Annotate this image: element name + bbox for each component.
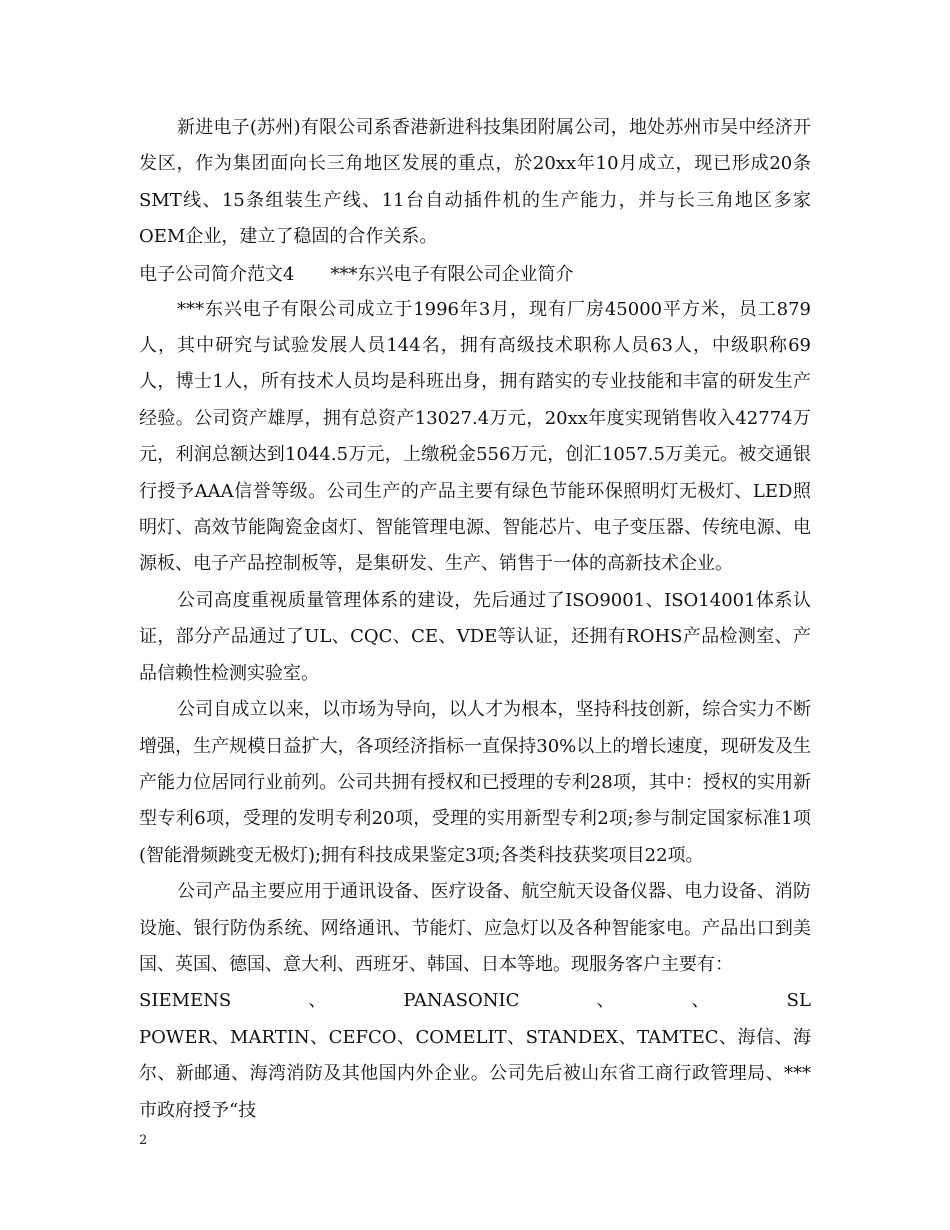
body-text xyxy=(139,110,811,1129)
client-item: PANASONIC xyxy=(403,990,520,1012)
client-separator: 、 xyxy=(596,990,615,1012)
page-number: 2 xyxy=(139,1133,148,1148)
client-item: SL xyxy=(786,990,811,1012)
clients-line xyxy=(139,983,811,1019)
paragraph-quality: 公司高度重视质量管理体系的建设，先后通过了ISO9001、ISO14001体系认证，部分产品通过了UL、CQC、CE、VDE等认证，还拥有ROHS产品检测室、产品信赖性检测实验室。 xyxy=(139,589,811,684)
paragraph-intro-xinjin: 新进电子(苏州)有限公司系香港新进科技集团附属公司，地处苏州市吴中经济开发区，作为集团面向长三角地区发展的重点，於20xx年10月成立，现已形成20条SMT线、15条组装生产线、11台自动插件机的生产能力，并与长三角地区多家OEM企业，建立了稳固的合作关系。 xyxy=(139,117,811,248)
paragraph-clients-continued: POWER、MARTIN、CEFCO、COMELIT、STANDEX、TAMTEC、海信、海尔、新邮通、海湾消防及其他国内外企业。公司先后被山东省工商行政管理局、***市政府授予“技 xyxy=(139,1026,811,1121)
paragraph-applications: 公司产品主要应用于通讯设备、医疗设备、航空航天设备仪器、电力设备、消防设施、银行防伪系统、网络通讯、节能灯、应急灯以及各种智能家电。产品出口到美国、英国、德国、意大利、西班牙、韩国、日本等地。现服务客户主要有： xyxy=(139,881,811,975)
paragraph-company-profile: ***东兴电子有限公司成立于1996年3月，现有厂房45000平方米，员工879人，其中研究与试验发展人员144名，拥有高级技术职称人员63人，中级职称69人，博士1人，所有技术人员均是科班出身，拥有踏实的专业技能和丰富的研发生产经验。公司资产雄厚，拥有总资产13027.4万元，20xx年度实现销售收入42774万元，利润总额达到1044.5万元，上缴税金556万元，创汇1057.5万美元。被交通银行授予AAA信誉等级。公司生产的产品主要有绿色节能环保照明灯无极灯、LED照明灯、高效节能陶瓷金卤灯、智能管理电源、智能芯片、电子变压器、传统电源、电源板、电子产品控制板等，是集研发、生产、销售于一体的高新技术企业。 xyxy=(139,298,811,575)
paragraph-growth: 公司自成立以来，以市场为导向，以人才为根本，坚持科技创新，综合实力不断增强，生产规模日益扩大，各项经济指标一直保持30%以上的增长速度，现研发及生产能力位居同行业前列。公司共拥有授权和已授理的专利28项，其中：授权的实用新型专利6项，受理的发明专利20项，受理的实用新型专利2项;参与制定国家标准1项(智能滑频跳变无极灯);拥有科技成果鉴定3项;各类科技获奖项目22项。 xyxy=(139,699,811,866)
client-separator: 、 xyxy=(308,990,327,1012)
client-item: SIEMENS xyxy=(139,990,232,1012)
section-heading: 电子公司简介范文4 ***东兴电子有限公司企业简介 xyxy=(139,263,574,285)
client-separator: 、 xyxy=(691,990,710,1012)
